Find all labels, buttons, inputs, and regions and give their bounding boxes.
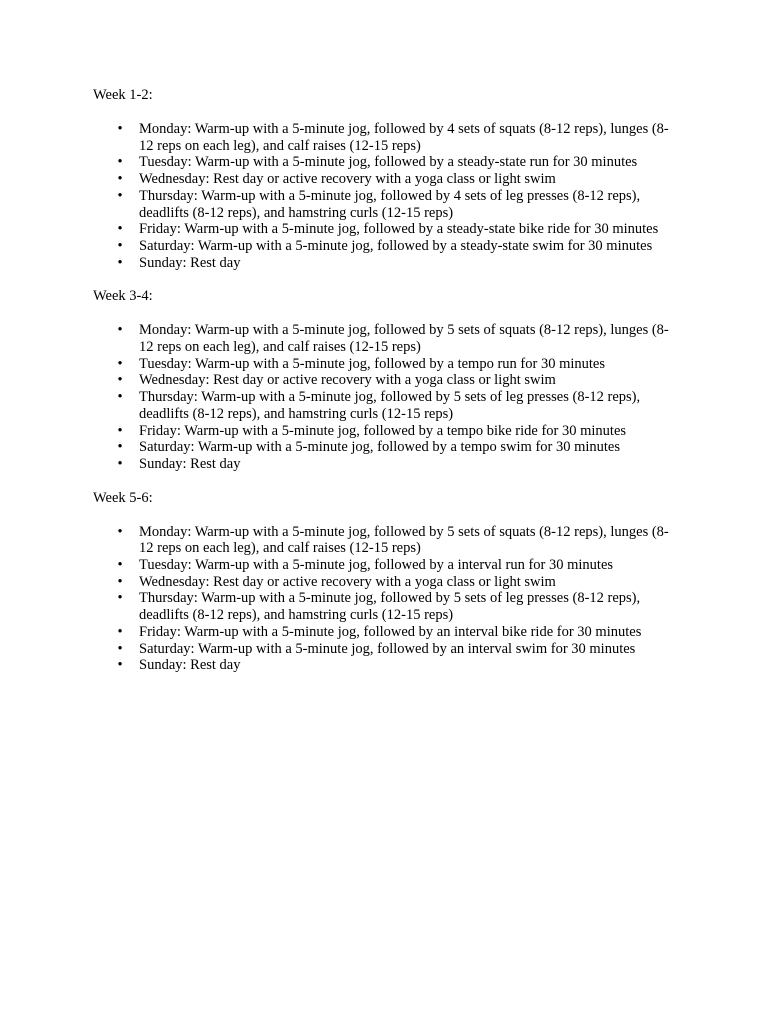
list-item — [93, 121, 679, 154]
week-section — [93, 87, 693, 271]
bullet-icon: • — [117, 389, 123, 406]
bullet-icon: • — [117, 171, 123, 188]
week-section — [93, 288, 693, 472]
list-item — [93, 574, 679, 591]
list-item-text: Wednesday: Rest day or active recovery with a yoga class or light swim — [139, 573, 556, 590]
list-item-text: Saturday: Warm-up with a 5-minute jog, followed by a tempo swim for 30 minutes — [139, 439, 621, 456]
list-item — [93, 439, 679, 456]
list-item — [93, 557, 679, 574]
week-section — [93, 490, 693, 674]
list-item — [93, 624, 679, 641]
list-item-text: Saturday: Warm-up with a 5-minute jog, followed by a steady-state swim for 30 minutes — [139, 237, 653, 254]
list-item — [93, 657, 679, 674]
bullet-icon: • — [117, 372, 123, 389]
list-item — [93, 590, 679, 623]
document-body — [93, 87, 693, 691]
list-item — [93, 524, 679, 557]
bullet-icon: • — [117, 557, 123, 574]
list-item-text: Tuesday: Warm-up with a 5-minute jog, followed by a interval run for 30 minutes — [139, 557, 614, 574]
list-item-text: Thursday: Warm-up with a 5-minute jog, followed by 4 sets of leg presses (8-12 reps), deadlifts (8-12 reps), and hamstring curls (12-15 reps) — [139, 187, 641, 221]
list-item — [93, 322, 679, 355]
list-item — [93, 171, 679, 188]
bullet-icon: • — [117, 439, 123, 456]
list-item-text: Monday: Warm-up with a 5-minute jog, followed by 5 sets of squats (8-12 reps), lunges (8-12 reps on each leg), and calf raises (12-15 reps) — [139, 322, 669, 356]
bullet-icon: • — [117, 355, 123, 372]
bullet-icon: • — [117, 237, 123, 254]
list-item — [93, 456, 679, 473]
list-item — [93, 188, 679, 221]
list-item — [93, 238, 679, 255]
bullet-icon: • — [117, 590, 123, 607]
list-item-text: Monday: Warm-up with a 5-minute jog, followed by 4 sets of squats (8-12 reps), lunges (8-12 reps on each leg), and calf raises (12-15 reps) — [139, 121, 669, 154]
bullet-icon: • — [117, 623, 123, 640]
week-heading: Week 1-2: — [93, 87, 153, 103]
list-item-text: Sunday: Rest day — [139, 254, 241, 271]
list-item-text: Sunday: Rest day — [139, 657, 241, 674]
workout-list — [93, 121, 693, 271]
bullet-icon: • — [117, 121, 123, 137]
list-item-text: Thursday: Warm-up with a 5-minute jog, followed by 5 sets of leg presses (8-12 reps), deadlifts (8-12 reps), and hamstring curls (12-15 reps) — [139, 389, 641, 422]
list-item-text: Friday: Warm-up with a 5-minute jog, followed by a tempo bike ride for 30 minutes — [139, 422, 627, 439]
workout-list — [93, 322, 693, 472]
bullet-icon: • — [117, 640, 123, 657]
bullet-icon: • — [117, 422, 123, 439]
list-item-text: Wednesday: Rest day or active recovery with a yoga class or light swim — [139, 372, 556, 389]
week-heading: Week 3-4: — [93, 288, 153, 305]
list-item — [93, 641, 679, 658]
bullet-icon: • — [117, 221, 123, 238]
list-item-text: Tuesday: Warm-up with a 5-minute jog, followed by a steady-state run for 30 minutes — [139, 154, 638, 171]
workout-list — [93, 524, 693, 674]
bullet-icon: • — [117, 254, 123, 271]
bullet-icon: • — [117, 455, 123, 472]
list-item-text: Friday: Warm-up with a 5-minute jog, followed by a steady-state bike ride for 30 minutes — [139, 221, 659, 238]
bullet-icon: • — [117, 154, 123, 171]
list-item — [93, 221, 679, 238]
list-item-text: Monday: Warm-up with a 5-minute jog, followed by 5 sets of squats (8-12 reps), lunges (8-12 reps on each leg), and calf raises (12-15 reps) — [139, 523, 669, 557]
list-item — [93, 372, 679, 389]
list-item-text: Friday: Warm-up with a 5-minute jog, followed by an interval bike ride for 30 minutes — [139, 623, 642, 640]
list-item-text: Tuesday: Warm-up with a 5-minute jog, followed by a tempo run for 30 minutes — [139, 355, 605, 372]
list-item — [93, 389, 679, 422]
bullet-icon: • — [117, 322, 123, 339]
list-item-text: Saturday: Warm-up with a 5-minute jog, followed by an interval swim for 30 minutes — [139, 640, 636, 657]
bullet-icon: • — [117, 573, 123, 590]
list-item — [93, 423, 679, 440]
list-item-text: Wednesday: Rest day or active recovery with a yoga class or light swim — [139, 171, 556, 188]
list-item — [93, 255, 679, 272]
list-item — [93, 154, 679, 171]
list-item-text: Thursday: Warm-up with a 5-minute jog, followed by 5 sets of leg presses (8-12 reps), deadlifts (8-12 reps), and hamstring curls (12-15 reps) — [139, 590, 641, 624]
list-item — [93, 356, 679, 373]
bullet-icon: • — [117, 523, 123, 540]
list-item-text: Sunday: Rest day — [139, 455, 241, 472]
bullet-icon: • — [117, 657, 123, 674]
week-heading: Week 5-6: — [93, 489, 153, 506]
bullet-icon: • — [117, 187, 123, 204]
